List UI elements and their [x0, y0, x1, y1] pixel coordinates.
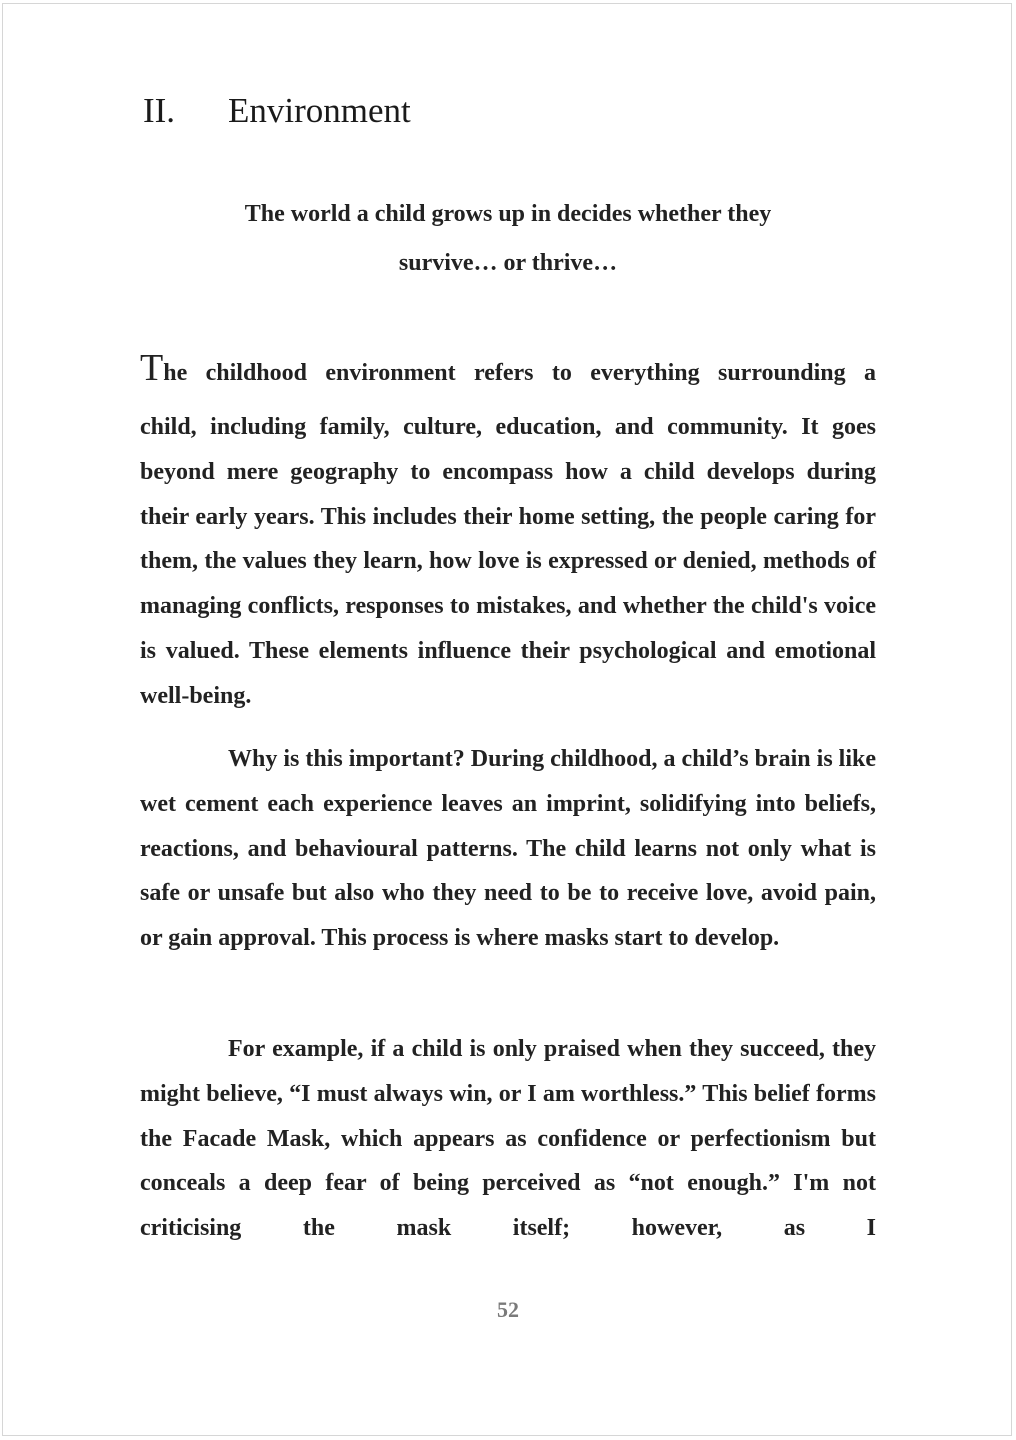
paragraph-1-first-line-text: he childhood environment refers to everything surrounding a: [163, 360, 876, 386]
epigraph-line-1: The world a child grows up in decides whether they: [244, 201, 772, 227]
chapter-title: Environment: [228, 91, 411, 130]
chapter-number: II.: [143, 91, 176, 130]
epigraph-line-2: survive… or thrive…: [398, 250, 618, 276]
paragraph-1: [140, 349, 876, 719]
epigraph: [140, 190, 876, 288]
drop-cap: T: [140, 347, 164, 389]
paragraph-2: Why is this important? During childhood, a child’s brain is like wet cement each experience leaves an imprint, solidifying into beliefs, reactions, and behavioural patterns. The child learns not only what is safe or unsafe but also who they need to be to receive love, avoid pain, or gain approval. This process is where masks start to develop.: [140, 746, 876, 952]
page-number: 52: [497, 1297, 519, 1322]
chapter-heading: [143, 88, 411, 134]
paragraph-1-body: child, including family, culture, education, and community. It goes beyond mere geography to encompass how a child develops during their early years. This includes their home setting, the people caring for them, the values they learn, how love is expressed or denied, methods of managing conflicts, responses to mistakes, and whether the child's voice is valued. These elements influence their psychological and emotional well-being.: [140, 414, 876, 709]
paragraph-3: For example, if a child is only praised when they succeed, they might believe, “I must always win, or I am worthless.” This belief forms the Facade Mask, which appears as confidence or perfectionism but conceals a deep fear of being perceived as “not enough.” I'm not criticising the mask itself; however, as I: [140, 1036, 876, 1242]
paragraph-1-first-line: [140, 349, 876, 405]
